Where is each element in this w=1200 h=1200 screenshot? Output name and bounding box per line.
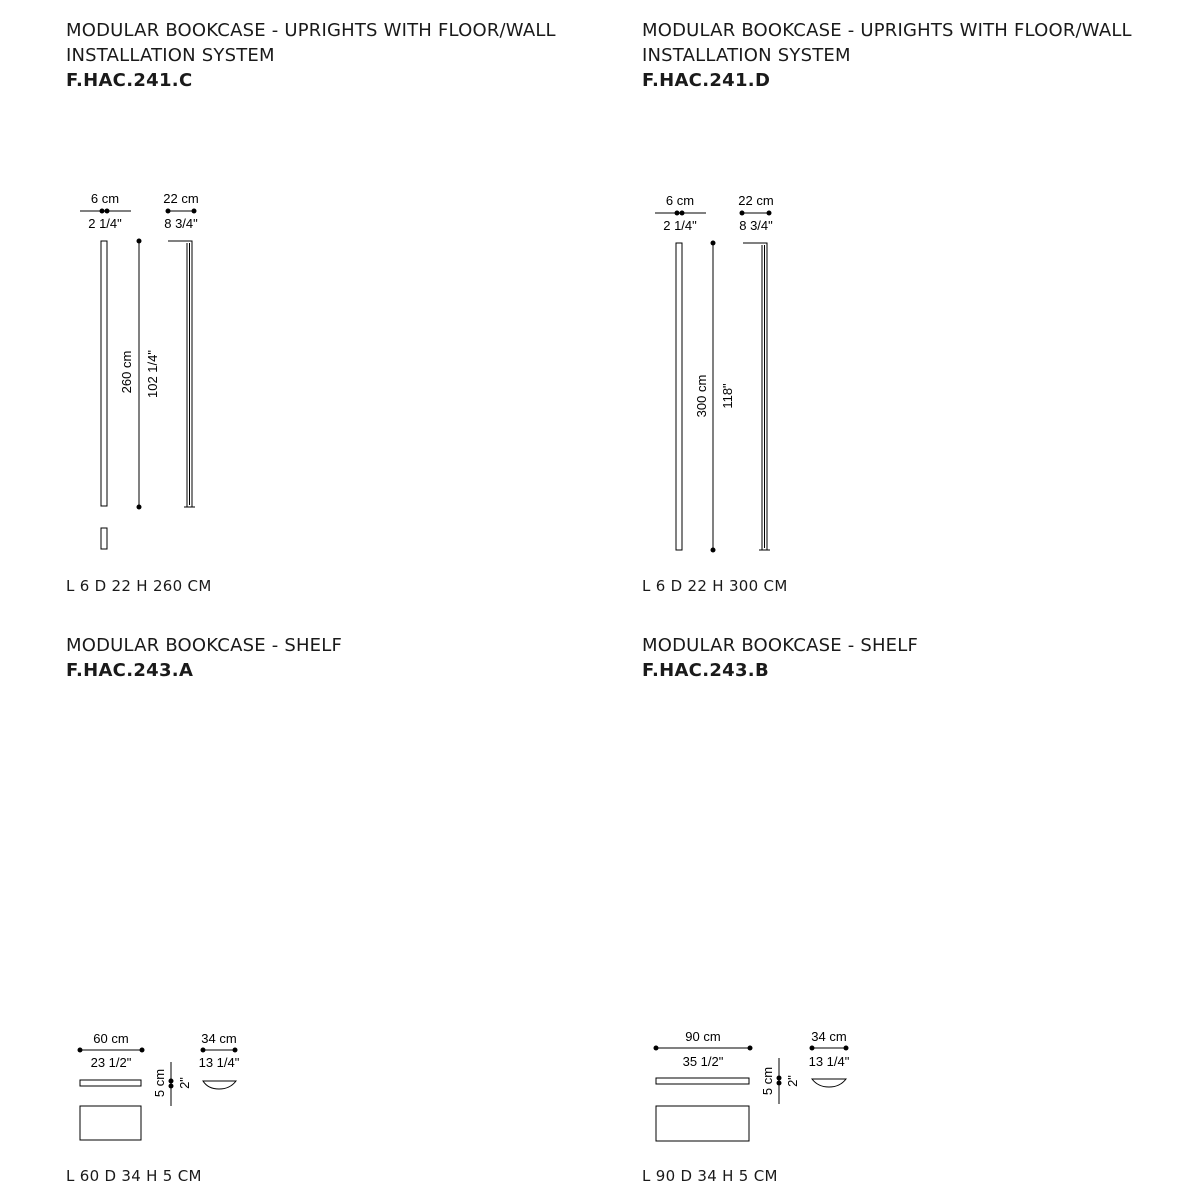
upright-side-view — [743, 243, 767, 550]
dimension-dot — [675, 211, 680, 216]
product-title-line1: MODULAR BOOKCASE - SHELF — [642, 635, 919, 656]
dimension-dot — [233, 1048, 238, 1053]
height-cm-label: 260 cm — [119, 350, 134, 394]
width-in-label: 23 1/2" — [90, 1055, 132, 1070]
depth-cm-label: 22 cm — [738, 193, 774, 208]
product-code: F.HAC.243.B — [642, 660, 769, 681]
dimension-dot — [777, 1076, 782, 1081]
product-dimensions: L 6 D 22 H 300 CM — [642, 577, 788, 595]
depth-cm-label: 34 cm — [201, 1031, 237, 1046]
depth-cm-label: 34 cm — [811, 1029, 847, 1044]
product-dimensions: L 90 D 34 H 5 CM — [642, 1167, 778, 1185]
dimension-dot — [740, 211, 745, 216]
drawing-shelf-60 — [78, 1031, 240, 1140]
shelf-front-view — [80, 1080, 141, 1086]
height-cm-label: 300 cm — [694, 374, 709, 418]
upright-side-view — [168, 241, 192, 507]
dimension-dot — [654, 1046, 659, 1051]
shelf-front-view — [656, 1078, 749, 1084]
shelf-top-view — [656, 1106, 749, 1141]
dimension-dot — [711, 548, 716, 553]
drawing-upright-300 — [655, 193, 774, 553]
dimension-dot — [169, 1084, 174, 1089]
height-cm-label: 5 cm — [760, 1066, 775, 1096]
dimension-dot — [201, 1048, 206, 1053]
drawing-shelf-90 — [654, 1029, 850, 1141]
product-title-line1: MODULAR BOOKCASE - UPRIGHTS WITH FLOOR/WALL — [66, 20, 556, 41]
dimension-dot — [140, 1048, 145, 1053]
width-cm-label: 90 cm — [685, 1029, 721, 1044]
shelf-side-profile — [203, 1081, 236, 1089]
drawing-upright-260 — [80, 191, 199, 549]
width-in-label: 2 1/4" — [88, 216, 122, 231]
dimension-dot — [767, 211, 772, 216]
product-title-line2: INSTALLATION SYSTEM — [66, 45, 275, 66]
depth-in-label: 13 1/4" — [198, 1055, 240, 1070]
dimension-dot — [78, 1048, 83, 1053]
product-title-line1: MODULAR BOOKCASE - SHELF — [66, 635, 343, 656]
dimension-dot — [137, 505, 142, 510]
product-code: F.HAC.243.A — [66, 660, 194, 681]
dimension-dot — [166, 209, 171, 214]
width-cm-label: 6 cm — [665, 193, 695, 208]
height-in-label: 2" — [785, 1075, 800, 1087]
width-cm-label: 60 cm — [93, 1031, 129, 1046]
dimension-dot — [711, 241, 716, 246]
upright-front-view — [101, 241, 107, 506]
product-title-line2: INSTALLATION SYSTEM — [642, 45, 851, 66]
product-code: F.HAC.241.D — [642, 70, 771, 91]
product-code: F.HAC.241.C — [66, 70, 193, 91]
shelf-side-profile — [812, 1079, 846, 1087]
dimension-dot — [169, 1079, 174, 1084]
dimension-dot — [100, 209, 105, 214]
dimension-dot — [105, 209, 110, 214]
shelf-top-view — [80, 1106, 141, 1140]
height-cm-label: 5 cm — [152, 1068, 167, 1098]
depth-in-label: 8 3/4" — [739, 218, 773, 233]
upright-front-view — [676, 243, 682, 550]
depth-in-label: 8 3/4" — [164, 216, 198, 231]
depth-cm-label: 22 cm — [163, 191, 199, 206]
height-in-label: 102 1/4" — [145, 350, 160, 398]
dimension-dot — [192, 209, 197, 214]
dimension-dot — [680, 211, 685, 216]
width-in-label: 35 1/2" — [682, 1054, 724, 1069]
dimension-dot — [777, 1081, 782, 1086]
dimension-dot — [844, 1046, 849, 1051]
upright-base-detail — [101, 528, 107, 549]
height-in-label: 2" — [177, 1077, 192, 1089]
product-title-line1: MODULAR BOOKCASE - UPRIGHTS WITH FLOOR/WALL — [642, 20, 1132, 41]
width-in-label: 2 1/4" — [663, 218, 697, 233]
dimension-dot — [810, 1046, 815, 1051]
dimension-dot — [748, 1046, 753, 1051]
height-in-label: 118" — [720, 383, 735, 409]
product-dimensions: L 6 D 22 H 260 CM — [66, 577, 212, 595]
dimension-dot — [137, 239, 142, 244]
width-cm-label: 6 cm — [90, 191, 120, 206]
depth-in-label: 13 1/4" — [808, 1054, 850, 1069]
product-dimensions: L 60 D 34 H 5 CM — [66, 1167, 202, 1185]
